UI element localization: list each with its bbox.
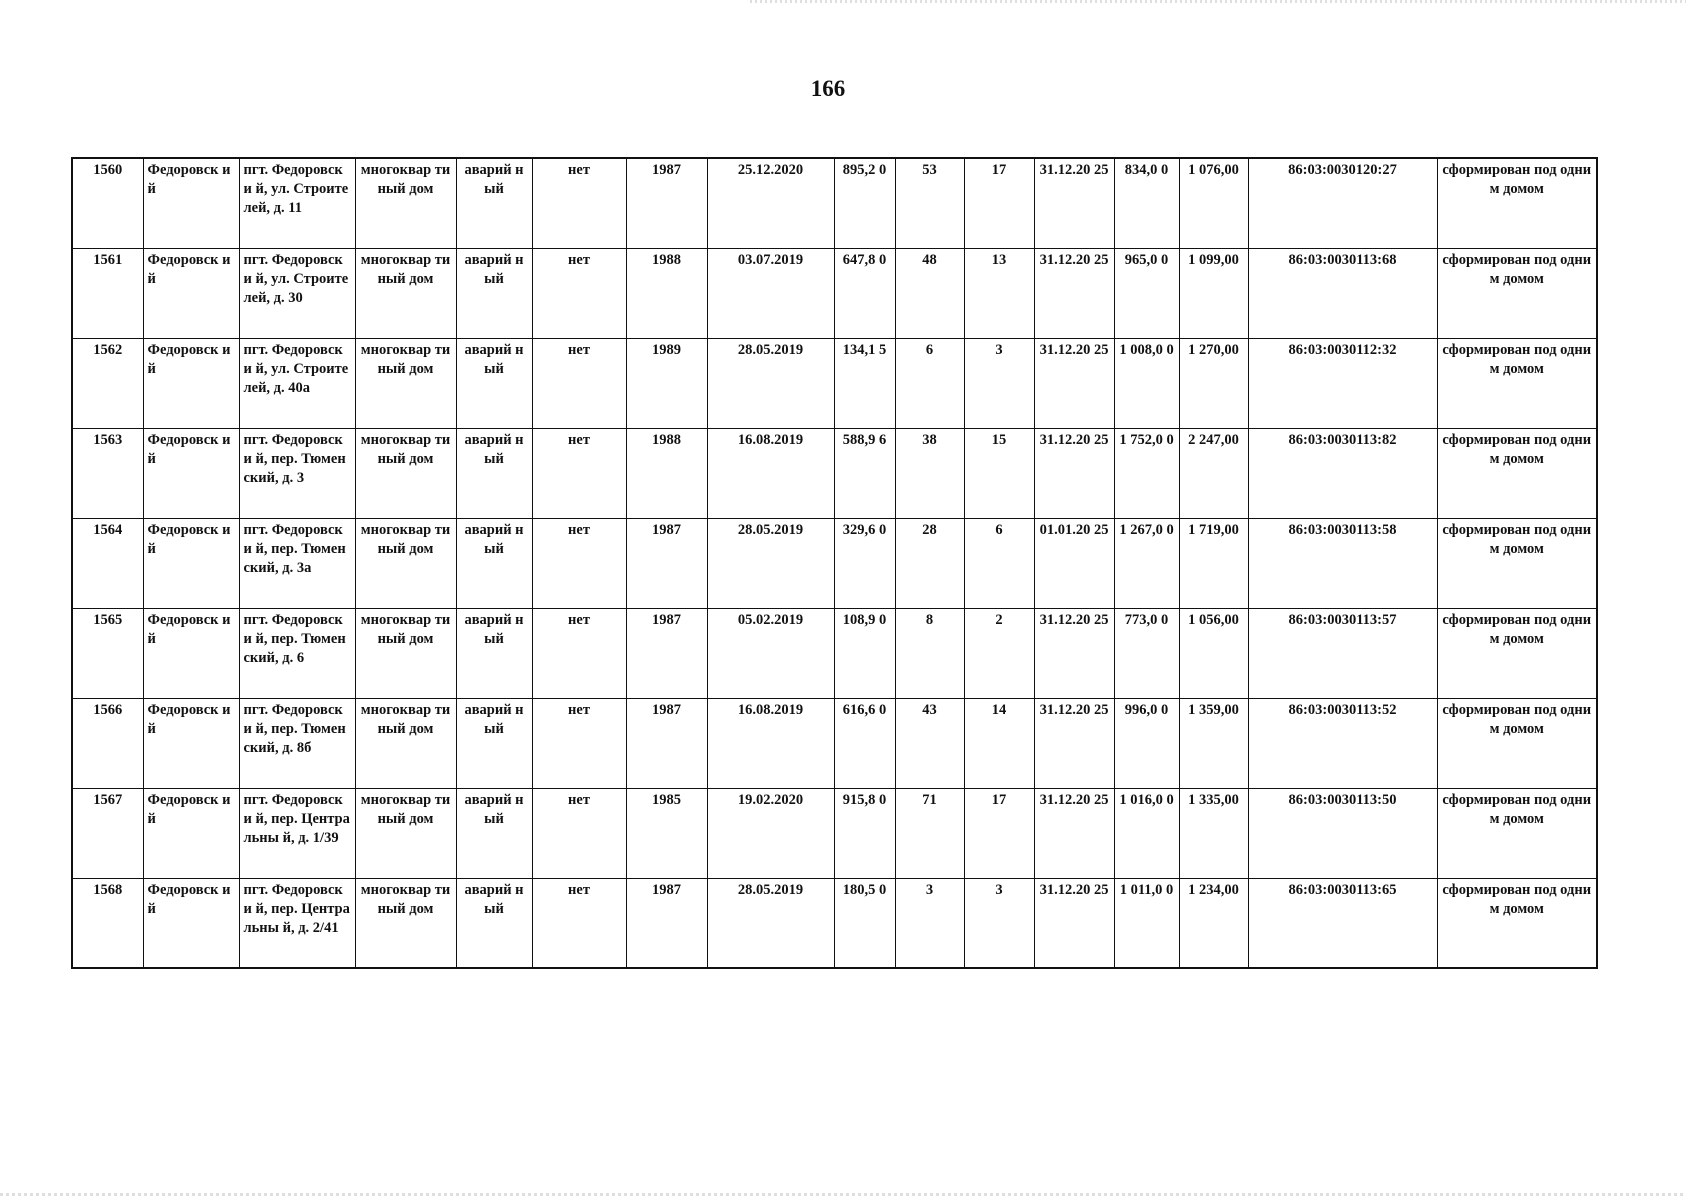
cell-status: аварий ный (456, 698, 532, 788)
cell-year: 1987 (626, 158, 707, 248)
cell-units: 3 (964, 878, 1034, 968)
cell-year: 1987 (626, 518, 707, 608)
cell-cadastral-number: 86:03:0030113:68 (1248, 248, 1437, 338)
cell-cadastral-number: 86:03:0030113:57 (1248, 608, 1437, 698)
cell-note: сформирован под одним домом (1437, 338, 1597, 428)
cell-area-3: 1 335,00 (1179, 788, 1248, 878)
cell-number: 1567 (72, 788, 143, 878)
cell-area: 588,9 6 (834, 428, 895, 518)
cell-date: 28.05.2019 (707, 338, 834, 428)
cell-area-3: 1 270,00 (1179, 338, 1248, 428)
cell-district: Федоровск ий (143, 338, 239, 428)
cell-units: 13 (964, 248, 1034, 338)
cell-area: 616,6 0 (834, 698, 895, 788)
cell-deadline: 31.12.20 25 (1034, 698, 1114, 788)
cell-number: 1566 (72, 698, 143, 788)
housing-registry-table (71, 157, 1598, 969)
cell-flag: нет (532, 158, 626, 248)
cell-house-type: многоквар тиный дом (355, 788, 456, 878)
cell-note: сформирован под одним домом (1437, 158, 1597, 248)
cell-status: аварий ный (456, 608, 532, 698)
cell-status: аварий ный (456, 878, 532, 968)
cell-deadline: 31.12.20 25 (1034, 248, 1114, 338)
cell-number: 1565 (72, 608, 143, 698)
table-row (72, 428, 1597, 518)
cell-deadline: 31.12.20 25 (1034, 158, 1114, 248)
cell-flag: нет (532, 608, 626, 698)
scan-edge-top (750, 0, 1686, 3)
table-row (72, 698, 1597, 788)
cell-area-3: 1 076,00 (1179, 158, 1248, 248)
table-row (72, 788, 1597, 878)
cell-address: пгт. Федоровски й, пер. Тюменский, д. 3а (239, 518, 355, 608)
cell-district: Федоровск ий (143, 698, 239, 788)
table-row (72, 338, 1597, 428)
cell-area: 915,8 0 (834, 788, 895, 878)
cell-area-3: 1 359,00 (1179, 698, 1248, 788)
cell-year: 1988 (626, 428, 707, 518)
cell-area: 180,5 0 (834, 878, 895, 968)
cell-status: аварий ный (456, 428, 532, 518)
cell-date: 25.12.2020 (707, 158, 834, 248)
cell-year: 1987 (626, 878, 707, 968)
cell-number: 1561 (72, 248, 143, 338)
cell-note: сформирован под одним домом (1437, 788, 1597, 878)
cell-note: сформирован под одним домом (1437, 248, 1597, 338)
cell-cadastral-number: 86:03:0030113:65 (1248, 878, 1437, 968)
cell-note: сформирован под одним домом (1437, 518, 1597, 608)
cell-people: 38 (895, 428, 964, 518)
cell-units: 15 (964, 428, 1034, 518)
cell-date: 28.05.2019 (707, 518, 834, 608)
cell-address: пгт. Федоровски й, пер. Тюменский, д. 3 (239, 428, 355, 518)
cell-flag: нет (532, 428, 626, 518)
cell-area-2: 1 016,0 0 (1114, 788, 1179, 878)
cell-status: аварий ный (456, 248, 532, 338)
cell-people: 71 (895, 788, 964, 878)
cell-deadline: 01.01.20 25 (1034, 518, 1114, 608)
cell-units: 6 (964, 518, 1034, 608)
cell-units: 2 (964, 608, 1034, 698)
cell-note: сформирован под одним домом (1437, 608, 1597, 698)
cell-house-type: многоквар тиный дом (355, 428, 456, 518)
table-row (72, 608, 1597, 698)
cell-area-2: 965,0 0 (1114, 248, 1179, 338)
cell-year: 1987 (626, 608, 707, 698)
cell-district: Федоровск ий (143, 788, 239, 878)
cell-note: сформирован под одним домом (1437, 428, 1597, 518)
cell-date: 16.08.2019 (707, 698, 834, 788)
cell-area-3: 1 719,00 (1179, 518, 1248, 608)
cell-house-type: многоквар тиный дом (355, 158, 456, 248)
cell-deadline: 31.12.20 25 (1034, 788, 1114, 878)
cell-area: 895,2 0 (834, 158, 895, 248)
cell-date: 19.02.2020 (707, 788, 834, 878)
cell-flag: нет (532, 788, 626, 878)
cell-cadastral-number: 86:03:0030113:50 (1248, 788, 1437, 878)
table-body (72, 158, 1597, 968)
cell-deadline: 31.12.20 25 (1034, 878, 1114, 968)
cell-people: 48 (895, 248, 964, 338)
cell-year: 1987 (626, 698, 707, 788)
cell-area-2: 773,0 0 (1114, 608, 1179, 698)
cell-year: 1985 (626, 788, 707, 878)
cell-area-3: 1 099,00 (1179, 248, 1248, 338)
cell-year: 1988 (626, 248, 707, 338)
page-number: 166 (810, 76, 846, 101)
scan-edge-bottom (0, 1193, 1686, 1196)
cell-district: Федоровск ий (143, 428, 239, 518)
cell-people: 3 (895, 878, 964, 968)
table-row (72, 158, 1597, 248)
cell-people: 28 (895, 518, 964, 608)
cell-district: Федоровск ий (143, 518, 239, 608)
cell-area-2: 1 752,0 0 (1114, 428, 1179, 518)
cell-district: Федоровск ий (143, 878, 239, 968)
cell-area-3: 2 247,00 (1179, 428, 1248, 518)
cell-flag: нет (532, 878, 626, 968)
cell-area-2: 1 008,0 0 (1114, 338, 1179, 428)
cell-cadastral-number: 86:03:0030112:32 (1248, 338, 1437, 428)
cell-address: пгт. Федоровски й, ул. Строителей, д. 30 (239, 248, 355, 338)
cell-units: 17 (964, 158, 1034, 248)
cell-people: 43 (895, 698, 964, 788)
cell-people: 8 (895, 608, 964, 698)
cell-address: пгт. Федоровски й, пер. Центральны й, д. 1/39 (239, 788, 355, 878)
cell-house-type: многоквар тиный дом (355, 878, 456, 968)
cell-status: аварий ный (456, 338, 532, 428)
cell-flag: нет (532, 248, 626, 338)
cell-units: 17 (964, 788, 1034, 878)
cell-area-2: 1 011,0 0 (1114, 878, 1179, 968)
cell-flag: нет (532, 338, 626, 428)
table-row (72, 518, 1597, 608)
cell-address: пгт. Федоровски й, ул. Строителей, д. 11 (239, 158, 355, 248)
cell-district: Федоровск ий (143, 248, 239, 338)
cell-area: 134,1 5 (834, 338, 895, 428)
cell-address: пгт. Федоровски й, пер. Центральны й, д. 2/41 (239, 878, 355, 968)
cell-number: 1560 (72, 158, 143, 248)
cell-house-type: многоквар тиный дом (355, 698, 456, 788)
cell-area-3: 1 234,00 (1179, 878, 1248, 968)
cell-area: 647,8 0 (834, 248, 895, 338)
cell-area: 329,6 0 (834, 518, 895, 608)
cell-year: 1989 (626, 338, 707, 428)
cell-number: 1568 (72, 878, 143, 968)
cell-district: Федоровск ий (143, 158, 239, 248)
cell-units: 3 (964, 338, 1034, 428)
cell-address: пгт. Федоровски й, ул. Строителей, д. 40а (239, 338, 355, 428)
cell-cadastral-number: 86:03:0030120:27 (1248, 158, 1437, 248)
cell-address: пгт. Федоровски й, пер. Тюменский, д. 6 (239, 608, 355, 698)
cell-house-type: многоквар тиный дом (355, 248, 456, 338)
cell-note: сформирован под одним домом (1437, 698, 1597, 788)
cell-deadline: 31.12.20 25 (1034, 428, 1114, 518)
cell-flag: нет (532, 698, 626, 788)
cell-house-type: многоквар тиный дом (355, 518, 456, 608)
cell-status: аварий ный (456, 518, 532, 608)
cell-date: 16.08.2019 (707, 428, 834, 518)
cell-date: 28.05.2019 (707, 878, 834, 968)
cell-area-3: 1 056,00 (1179, 608, 1248, 698)
cell-status: аварий ный (456, 788, 532, 878)
cell-cadastral-number: 86:03:0030113:52 (1248, 698, 1437, 788)
cell-address: пгт. Федоровски й, пер. Тюменский, д. 8б (239, 698, 355, 788)
cell-people: 6 (895, 338, 964, 428)
cell-cadastral-number: 86:03:0030113:82 (1248, 428, 1437, 518)
cell-date: 05.02.2019 (707, 608, 834, 698)
cell-number: 1563 (72, 428, 143, 518)
cell-units: 14 (964, 698, 1034, 788)
cell-area-2: 1 267,0 0 (1114, 518, 1179, 608)
cell-district: Федоровск ий (143, 608, 239, 698)
table-row (72, 878, 1597, 968)
cell-flag: нет (532, 518, 626, 608)
table-row (72, 248, 1597, 338)
cell-area-2: 834,0 0 (1114, 158, 1179, 248)
cell-house-type: многоквар тиный дом (355, 338, 456, 428)
cell-cadastral-number: 86:03:0030113:58 (1248, 518, 1437, 608)
cell-house-type: многоквар тиный дом (355, 608, 456, 698)
cell-area-2: 996,0 0 (1114, 698, 1179, 788)
cell-number: 1564 (72, 518, 143, 608)
cell-status: аварий ный (456, 158, 532, 248)
cell-deadline: 31.12.20 25 (1034, 608, 1114, 698)
cell-area: 108,9 0 (834, 608, 895, 698)
cell-note: сформирован под одним домом (1437, 878, 1597, 968)
cell-date: 03.07.2019 (707, 248, 834, 338)
cell-number: 1562 (72, 338, 143, 428)
cell-deadline: 31.12.20 25 (1034, 338, 1114, 428)
cell-people: 53 (895, 158, 964, 248)
